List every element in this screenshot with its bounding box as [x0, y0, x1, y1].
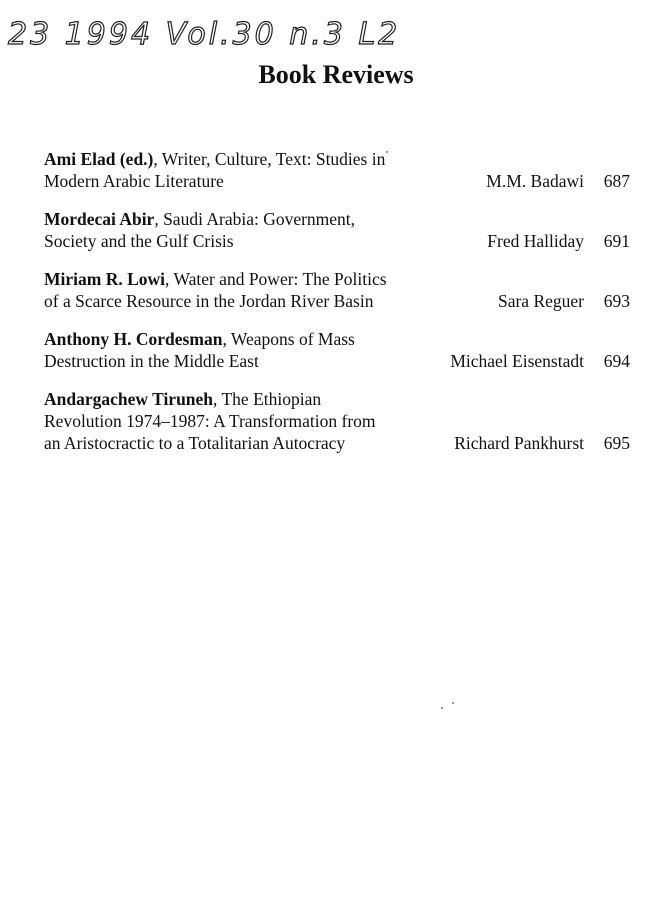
review-author: Anthony H. Cordesman [44, 329, 223, 349]
review-author: Mordecai Abir [44, 209, 155, 229]
review-citation [44, 208, 394, 252]
review-citation [44, 328, 394, 372]
review-list [44, 148, 630, 454]
review-book: , Writer, Culture, Text: Studies in Modern Arabic Literature [44, 149, 386, 191]
review-citation [44, 148, 394, 192]
review-book: , Saudi Arabia: Government, Society and the Gulf Crisis [44, 209, 356, 251]
review-entry [44, 148, 630, 192]
review-citation [44, 388, 394, 454]
scan-speck [452, 702, 454, 704]
review-reviewer: Richard Pankhurst [454, 433, 584, 453]
handwritten-annotation-text: 23 1994 Vol.30 n.3 L2 [8, 17, 401, 52]
review-page: 691 [603, 231, 630, 251]
review-citation [44, 268, 394, 312]
scan-speck [441, 707, 443, 709]
review-book: , The Ethiopian Revolution 1974–1987: A Transformation from an Aristocractic to a Totalitarian Autocracy [44, 389, 376, 453]
review-page: 694 [603, 351, 630, 371]
page-title: Book Reviews [258, 60, 414, 89]
review-entry [44, 208, 630, 252]
review-page: 695 [603, 433, 630, 453]
review-author: Miriam R. Lowi [44, 269, 166, 289]
review-reviewer: Fred Halliday [487, 231, 584, 251]
review-entry [44, 268, 630, 312]
review-entry [44, 328, 630, 372]
review-author: Ami Elad (ed.) [44, 149, 154, 169]
scan-speck [386, 151, 388, 153]
review-reviewer: Michael Eisenstadt [450, 351, 584, 371]
review-book: , Water and Power: The Politics of a Scarce Resource in the Jordan River Basin [44, 269, 387, 311]
review-page: 687 [603, 171, 630, 191]
review-book: , Weapons of Mass Destruction in the Middle East [44, 329, 355, 371]
review-reviewer: M.M. Badawi [486, 171, 584, 191]
review-page: 693 [603, 291, 630, 311]
review-reviewer: Sara Reguer [497, 291, 584, 311]
review-author: Andargachew Tiruneh [44, 389, 214, 409]
review-entry [44, 388, 630, 454]
handwritten-annotation [6, 8, 566, 60]
